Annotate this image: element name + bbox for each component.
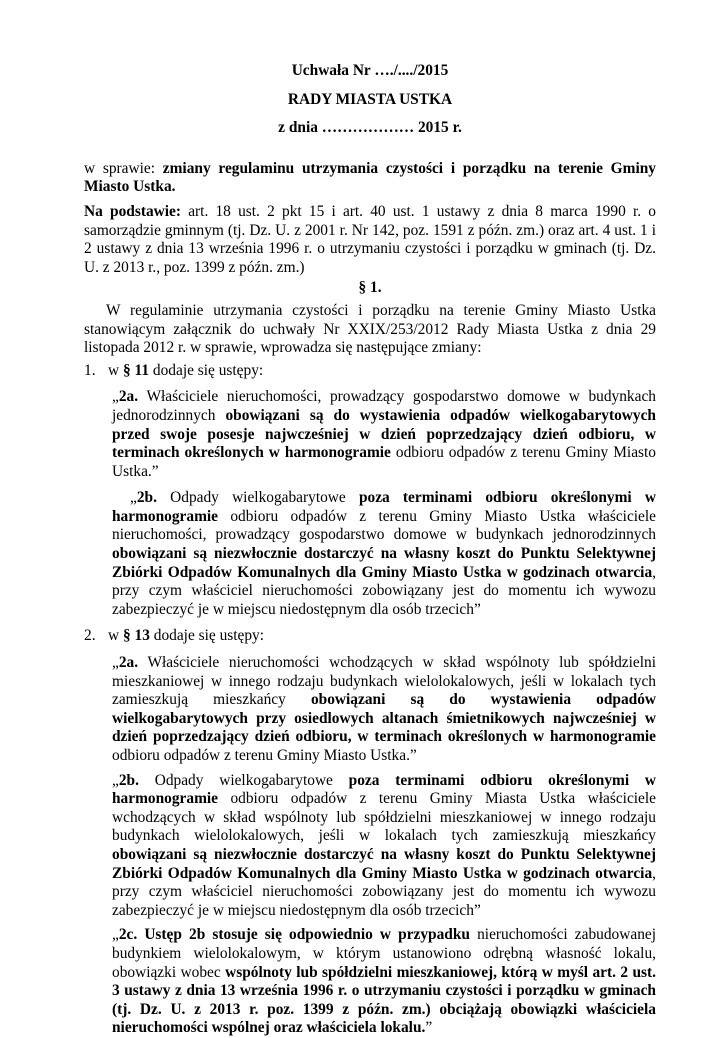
item-post: dodaje się ustępy: — [149, 361, 264, 379]
quote-label: 2b. — [136, 489, 157, 507]
quote-text: Właściciele nieruchomości wchodzących w skład wspólnoty lub spółdzielni mieszkaniowej w innego rodzaju budynkach wielolokalowych, jeśli w lokalach tych zamieszkują mieszkańcy — [112, 654, 656, 709]
legal-basis-label: Na podstawie: — [84, 202, 181, 220]
quote-bold: obowiązani są niezwłocznie dostarczyć na własny koszt do Punktu Selektywnej Zbiórki Odpadów Komunalnych dla Gminy Miasto Ustka w godzinach otwarcia — [112, 545, 656, 581]
quote-13-2b — [112, 772, 656, 921]
resolution-date: z dnia ……………… 2015 r. — [278, 119, 462, 137]
subject-prefix: w sprawie: — [84, 159, 163, 177]
quote-text: odbioru odpadów z terenu Gminy Miasto Ustka.” — [112, 444, 656, 480]
item-pre: w — [108, 627, 123, 645]
intro-paragraph: W regulaminie utrzymania czystości i porządku na terenie Gminy Miasto Ustka stanowiącym załącznik do uchwały Nr XXIX/253/2012 Rady Miasta Ustka z dnia 29 listopada 2012 r. w sprawie, wprowadza się następujące zmiany: — [84, 301, 656, 357]
legal-basis-paragraph — [84, 203, 656, 277]
quote-label: 2a. — [118, 388, 139, 406]
list-item-number: 1. — [84, 361, 96, 379]
quote-bold: poza terminami odbioru określonymi w harmonogramie — [112, 489, 656, 525]
quote-11-2a — [112, 388, 656, 481]
quote-text: ” — [425, 1019, 433, 1037]
quote-open: „ — [112, 926, 119, 944]
quote-open: „ — [130, 489, 137, 507]
quote-text: , przy czym właściciel nieruchomości zobowiązany jest do momentu ich wywozu zabezpieczyć je w miejscu niedostępnym dla osób trzecich” — [112, 563, 656, 618]
quote-text: Odpady wielkogabarytowe — [156, 489, 359, 507]
quote-open: „ — [112, 771, 119, 789]
quote-13-2a — [112, 654, 656, 766]
quote-bold: poza terminami odbioru określonymi w harmonogramie — [112, 771, 656, 808]
quote-text: Właściciele nieruchomości, prowadzący gospodarstwo domowe w budynkach jednorodzinnych — [112, 388, 656, 424]
quote-bold: wspólnoty lub spółdzielni mieszkaniowej, którą w myśl art. 2 ust. 3 ustawy z dnia 13 września 1996 r. o utrzymaniu czystości i porządku w gminach (tj. Dz. U. z 2013 r. poz. 1399 z późn. zm.) obciążają obowiązki właściciela nieruchomości wspólnej oraz właściciela lokalu. — [112, 963, 656, 1037]
quote-bold: 2c. Ustęp 2b stosuje się odpowiednio w przypadku — [118, 926, 470, 944]
quote-text: odbioru odpadów z terenu Gminy Miasto Ustka właściciele nieruchomości, prowadzący gospodarstwo domowe w budynkach jednorodzinnych — [112, 507, 656, 544]
quote-11-2b — [112, 489, 656, 619]
quote-open: „ — [112, 654, 119, 672]
item-pre: w — [108, 361, 123, 379]
list-item-2 — [84, 627, 656, 646]
quote-text: nieruchomości zabudowanej budynkiem wielolokalowym, w którym ustanowiono odrębną własność lokalu, obowiązki wobec — [112, 926, 656, 981]
subject-text: zmiany regulaminu utrzymania czystości i porządku na terenie Gminy Miasto Ustka. — [84, 159, 656, 196]
quote-text: odbioru odpadów z terenu Gminy Miasto Ustka.” — [112, 747, 417, 764]
quote-open: „ — [112, 388, 119, 406]
quote-bold: obowiązani są do wystawienia odpadów wielkogabarytowych przy osiedlowych altanach śmietnikowych najwcześniej w dzień poprzedzający dzień odbioru, w terminach określonych w harmonogramie — [112, 691, 657, 746]
item-post: dodaje się ustępy: — [149, 627, 265, 645]
quote-label: 2a. — [118, 654, 139, 672]
section-heading: § 1. — [358, 279, 382, 297]
quote-13-2c — [112, 926, 656, 1038]
list-item-number: 2. — [84, 627, 96, 645]
legal-basis-text: art. 18 ust. 2 pkt 15 i art. 40 ust. 1 ustawy z dnia 8 marca 1990 r. o samorządzie gminnym (tj. Dz. U. z 2001 r. Nr 142, poz. 1591 z późn. zm.) oraz art. 4 ust. 1 i 2 ustawy z dnia 13 września 1996 r. o utrzymaniu czystości i porządku w gminach (tj. Dz. U. z 2013 r., poz. 1399 z późn. zm.) — [84, 202, 657, 276]
item-ref: § 11 — [122, 361, 150, 379]
item-ref: § 13 — [122, 627, 150, 645]
quote-label: 2b. — [118, 771, 139, 789]
quote-text: , przy czym właściciel nieruchomości zobowiązany jest do momentu ich wywozu zabezpieczyć je w miejscu niedostępnym dla osób trzecich” — [112, 864, 656, 919]
quote-bold: obowiązani są niezwłocznie dostarczyć na własny koszt do Punktu Selektywnej Zbiórki Odpadów Komunalnych dla Gminy Miasto Ustka w godzinach otwarcia — [112, 845, 656, 882]
resolution-title: Uchwała Nr …./..../2015 — [291, 62, 449, 79]
quote-bold: obowiązani są do wystawienia odpadów wielkogabarytowych przed swoje posesje najwcześniej w dzień poprzedzający dzień odbioru, w terminach określonych w harmonogramie — [112, 406, 656, 462]
subject-paragraph — [84, 160, 656, 197]
council-name: RADY MIASTA USTKA — [287, 90, 453, 108]
quote-text: odbioru odpadów z terenu Gminy Miasta Ustka właściciele wchodzących w skład wspólnoty lub spółdzielni mieszkaniowej w innego rodzaju budynkach wielolokalowych, jeśli w lokalach tych zamieszkują mieszkańcy — [112, 790, 656, 845]
quote-text: Odpady wielkogabarytowe — [138, 771, 349, 789]
list-item-1 — [84, 362, 656, 381]
